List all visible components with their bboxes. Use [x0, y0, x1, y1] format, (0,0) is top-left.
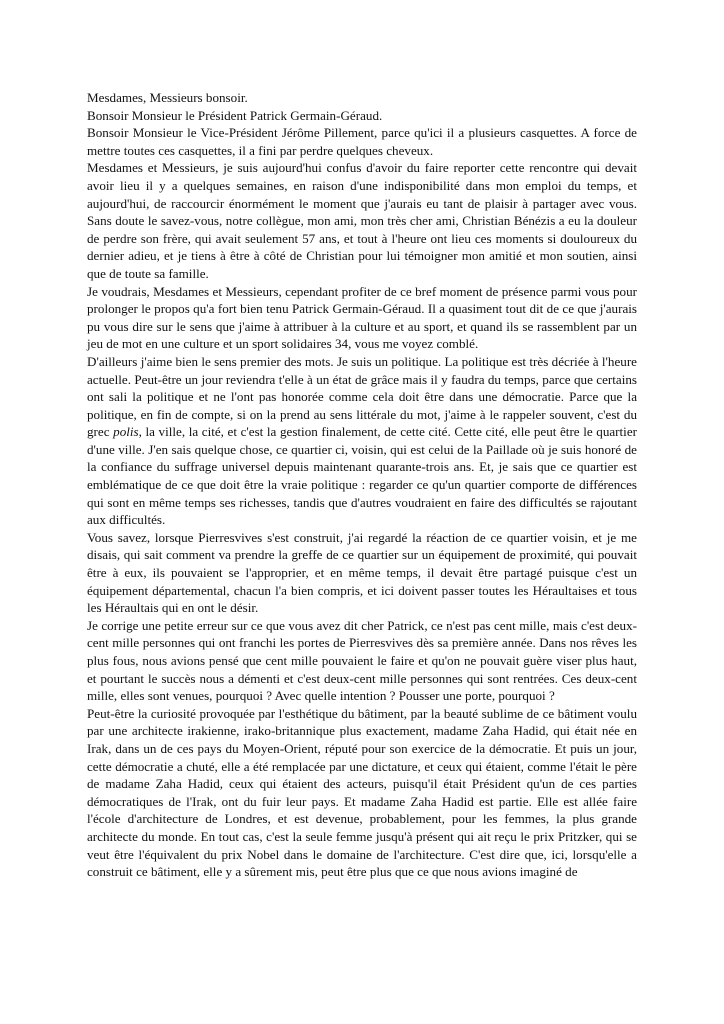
paragraph-politics-before: D'ailleurs j'aime bien le sens premier des mots. Je suis un politique. La politique est très décriée à l'heure actuelle. Peut-être un jour reviendra t'elle à un état de grâce mais il y faudra du temps, parce que certains ont sali la politique et ne l'ont pas honorée comme cela doit être dans une démocratie. Parce que la politique, en fin de compte, si on la prend au sens littérale du mot, j'aime à le rappeler souvent, c'est du grec [87, 353, 637, 440]
paragraph-greeting: Mesdames, Messieurs bonsoir. [87, 90, 248, 105]
paragraph-architecture: Peut-être la curiosité provoquée par l'esthétique du bâtiment, par la beauté sublime de ce bâtiment voulu par une architecte irakienne, irako-britannique plus exactement, madame Zaha Hadid, qui était née en Irak, dans un de ces pays du Moyen-Orient, réputé pour son exercice de la démocratie. Et puis un jour, cette démocratie a chuté, elle a été remplacée par une dictature, et ceux qui étaient, comme l'était le père de madame Zaha Hadid, ceux qui étaient des acteurs, puisqu'il était Président qu'un de ces parties démocratiques de l'Irak, ont du fuir leur pays. Et madame Zaha Hadid est partie. Elle est allée faire l'école d'architecture de Londres, et est devenue, probablement, pour les femmes, la plus grande architecte du monde. En tout cas, c'est la seule femme jusqu'à présent qui ait reçu le prix Pritzker, qui se veut être l'équivalent du prix Nobel dans le domaine de l'architecture. C'est dire que, ici, lorsqu'elle a construit ce bâtiment, elle y a sûrement mis, peut être plus que ce que nous avions imaginé de [87, 705, 637, 880]
paragraph-pierresvives: Vous savez, lorsque Pierresvives s'est construit, j'ai regardé la réaction de ce quartier voisin, et je me disais, qui sait comment va prendre la greffe de ce quartier sur un équipement de proximité, qui pouvait être à eux, ils pouvaient se l'approprier, et en même temps, il devait être partagé puisque c'est un équipement départemental, chacun l'a bien compris, et ici doivent passer toutes les Héraultaises et tous les Héraultais qui en ont le désir. [87, 529, 637, 616]
document-page [87, 89, 637, 881]
paragraph-greeting-president: Bonsoir Monsieur le Président Patrick Germain-Géraud. [87, 107, 383, 123]
paragraph-greeting-vice-president: Bonsoir Monsieur le Vice-Président Jérôme Pillement, parce qu'ici il a plusieurs casquettes. A force de mettre toutes ces casquettes, il a fini par perdre quelques cheveux. [87, 125, 637, 158]
paragraph-apology: Mesdames et Messieurs, je suis aujourd'hui confus d'avoir du faire reporter cette rencontre qui devait avoir lieu il y a quelques semaines, en raison d'une indisponibilité dans mon emploi du temps, et aujourd'hui, de raccourcir énormément le moment que j'aurais eu tant de plaisir à partager avec vous. Sans doute le savez-vous, notre collègue, mon ami, mon très cher ami, Christian Bénézis a eu la douleur de perdre son frère, qui avait seulement 57 ans, et tout à l'heure ont lieu ces moments si douloureux du dernier adieu, et je tiens à être à côté de Christian pour lui témoigner mon amitié et mon soutien, ainsi que de toute sa famille. [87, 160, 637, 281]
paragraph-politics-after: , la ville, la cité, et c'est la gestion finalement, de cette cité. Cette cité, elle peut être le quartier d'une ville. J'en sais quelque chose, ce quartier ci, voisin, qui est celui de la Paillade où je suis honoré de la confiance du suffrage universel depuis maintenant quarante-trois ans. Et, je sais que ce quartier est emblématique de ce que doit être la vraie politique : regarder ce qu'un quartier comporte de différences qui sont en même temps ses richesses, tandis que d'autres voudraient en faire des difficultés se rajoutant aux difficultés. [87, 424, 637, 528]
paragraph-culture-sport: Je voudrais, Mesdames et Messieurs, cependant profiter de ce bref moment de présence parmi vous pour prolonger le propos qu'a fort bien tenu Patrick Germain-Géraud. Il a quasiment tout dit de ce que j'aurais pu vous dire sur le sens que j'aime à attribuer à la culture et au sport, et quand ils se rassemblent par un jeu de mot en une culture et un sport solidaires 34, vous me voyez comblé. [87, 283, 637, 352]
paragraph-politics [87, 353, 637, 529]
paragraph-politics-emphasis: polis [113, 424, 139, 440]
paragraph-visitors: Je corrige une petite erreur sur ce que vous avez dit cher Patrick, ce n'est pas cent mille, mais c'est deux-cent mille personnes qui ont franchi les portes de Pierresvives dès sa première année. Dans nos rêves les plus fous, nous avions pensé que cent mille pouvaient le faire et qu'on ne pouvait guère viser plus haut, et pourtant le succès nous a démenti et c'est deux-cent mille personnes qui sont rentrées. Ces deux-cent mille, elles sont venues, pourquoi ? Avec quelle intention ? Pousser une porte, pourquoi ? [87, 617, 637, 704]
